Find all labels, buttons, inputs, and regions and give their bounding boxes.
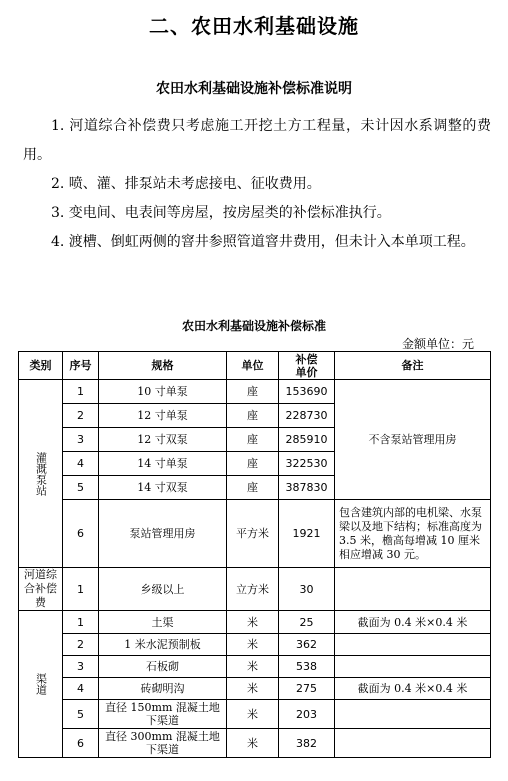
- spec-cell: 石板砌: [99, 656, 227, 678]
- remark-cell: [335, 634, 491, 656]
- price-cell: 1921: [279, 500, 335, 568]
- remark-cell: [335, 656, 491, 678]
- table-row: [19, 656, 491, 678]
- unit-cell: 座: [227, 404, 279, 428]
- spec-cell: 直径 300mm 混凝土地下渠道: [99, 729, 227, 758]
- table-title: 农田水利基础设施补偿标准: [181, 319, 326, 333]
- table-row: [19, 611, 491, 634]
- unit-cell: 座: [227, 452, 279, 476]
- category-cell: 河道综合补偿费: [19, 568, 63, 611]
- table-row: [19, 568, 491, 611]
- seq-cell: 6: [63, 500, 99, 568]
- seq-cell: 5: [63, 700, 99, 729]
- table-header-row: [19, 352, 491, 380]
- unit-cell: 米: [227, 729, 279, 758]
- seq-cell: 3: [63, 656, 99, 678]
- seq-cell: 2: [63, 404, 99, 428]
- price-cell: 153690: [279, 380, 335, 404]
- category-cell: [19, 611, 63, 758]
- category-label: 渠道: [34, 673, 48, 695]
- note-paragraph-3: 3. 变电间、电表间等房屋，按房屋类的补偿标准执行。: [51, 205, 391, 221]
- spec-cell: 土渠: [99, 611, 227, 634]
- table-row: [19, 729, 491, 758]
- seq-cell: 2: [63, 634, 99, 656]
- price-cell: 25: [279, 611, 335, 634]
- seq-cell: 1: [63, 568, 99, 611]
- header-price-line2: 单价: [295, 365, 318, 379]
- price-cell: 285910: [279, 428, 335, 452]
- table-row: [19, 634, 491, 656]
- remark-cell: 包含建筑内部的电机梁、水泵梁以及地下结构；标准高度为 3.5 米，檐高每增减 10 厘米相应增减 30 元。: [335, 500, 491, 568]
- seq-cell: 4: [63, 452, 99, 476]
- table-row: [19, 700, 491, 729]
- spec-cell: 12 寸单泵: [99, 404, 227, 428]
- remark-cell: 截面为 0.4 米×0.4 米: [335, 678, 491, 700]
- remark-cell: [335, 568, 491, 611]
- spec-cell: 14 寸双泵: [99, 476, 227, 500]
- unit-cell: 米: [227, 656, 279, 678]
- compensation-table: [18, 351, 491, 758]
- notes-title: 农田水利基础设施补偿标准说明: [156, 81, 352, 97]
- category-label: 灌溉泵站: [34, 451, 48, 496]
- spec-cell: 1 米水泥预制板: [99, 634, 227, 656]
- header-remark: 备注: [335, 352, 491, 380]
- unit-cell: 米: [227, 678, 279, 700]
- header-price: [279, 352, 335, 380]
- seq-cell: 1: [63, 380, 99, 404]
- header-unit: 单位: [227, 352, 279, 380]
- header-spec: 规格: [99, 352, 227, 380]
- page-bottom-crop: [0, 771, 508, 781]
- seq-cell: 3: [63, 428, 99, 452]
- price-cell: 322530: [279, 452, 335, 476]
- notes-body: [23, 112, 491, 257]
- spec-cell: 14 寸单泵: [99, 452, 227, 476]
- unit-cell: 米: [227, 634, 279, 656]
- unit-cell: 座: [227, 428, 279, 452]
- table-row: [19, 678, 491, 700]
- unit-cell: 立方米: [227, 568, 279, 611]
- table-row: [19, 380, 491, 404]
- remark-cell: 截面为 0.4 米×0.4 米: [335, 611, 491, 634]
- price-cell: 538: [279, 656, 335, 678]
- price-cell: 387830: [279, 476, 335, 500]
- spec-cell: 泵站管理用房: [99, 500, 227, 568]
- seq-cell: 6: [63, 729, 99, 758]
- note-paragraph-1: 1. 河道综合补偿费只考虑施工开挖土方工程量，未计因水系调整的费用。: [23, 118, 491, 163]
- spec-cell: 直径 150mm 混凝土地下渠道: [99, 700, 227, 729]
- unit-cell: 平方米: [227, 500, 279, 568]
- unit-label: 金额单位：元: [401, 337, 474, 351]
- price-cell: 275: [279, 678, 335, 700]
- unit-cell: 座: [227, 476, 279, 500]
- spec-cell: 砖砌明沟: [99, 678, 227, 700]
- seq-cell: 5: [63, 476, 99, 500]
- seq-cell: 1: [63, 611, 99, 634]
- price-cell: 30: [279, 568, 335, 611]
- unit-cell: 米: [227, 700, 279, 729]
- spec-cell: 乡级以上: [99, 568, 227, 611]
- header-category: 类别: [19, 352, 63, 380]
- note-paragraph-2: 2. 喷、灌、排泵站未考虑接电、征收费用。: [51, 176, 321, 192]
- remark-cell: 不含泵站管理用房: [335, 380, 491, 500]
- section-title: 二、农田水利基础设施: [149, 14, 359, 38]
- price-cell: 362: [279, 634, 335, 656]
- header-seq: 序号: [63, 352, 99, 380]
- remark-cell: [335, 700, 491, 729]
- category-cell: [19, 380, 63, 568]
- spec-cell: 12 寸双泵: [99, 428, 227, 452]
- seq-cell: 4: [63, 678, 99, 700]
- price-cell: 382: [279, 729, 335, 758]
- unit-cell: 座: [227, 380, 279, 404]
- price-cell: 228730: [279, 404, 335, 428]
- price-cell: 203: [279, 700, 335, 729]
- header-price-line1: 补偿: [295, 352, 318, 366]
- note-paragraph-4: 4. 渡槽、倒虹两侧的窨井参照管道窨井费用，但未计入本单项工程。: [51, 234, 475, 250]
- unit-cell: 米: [227, 611, 279, 634]
- remark-cell: [335, 729, 491, 758]
- spec-cell: 10 寸单泵: [99, 380, 227, 404]
- table-row: [19, 500, 491, 568]
